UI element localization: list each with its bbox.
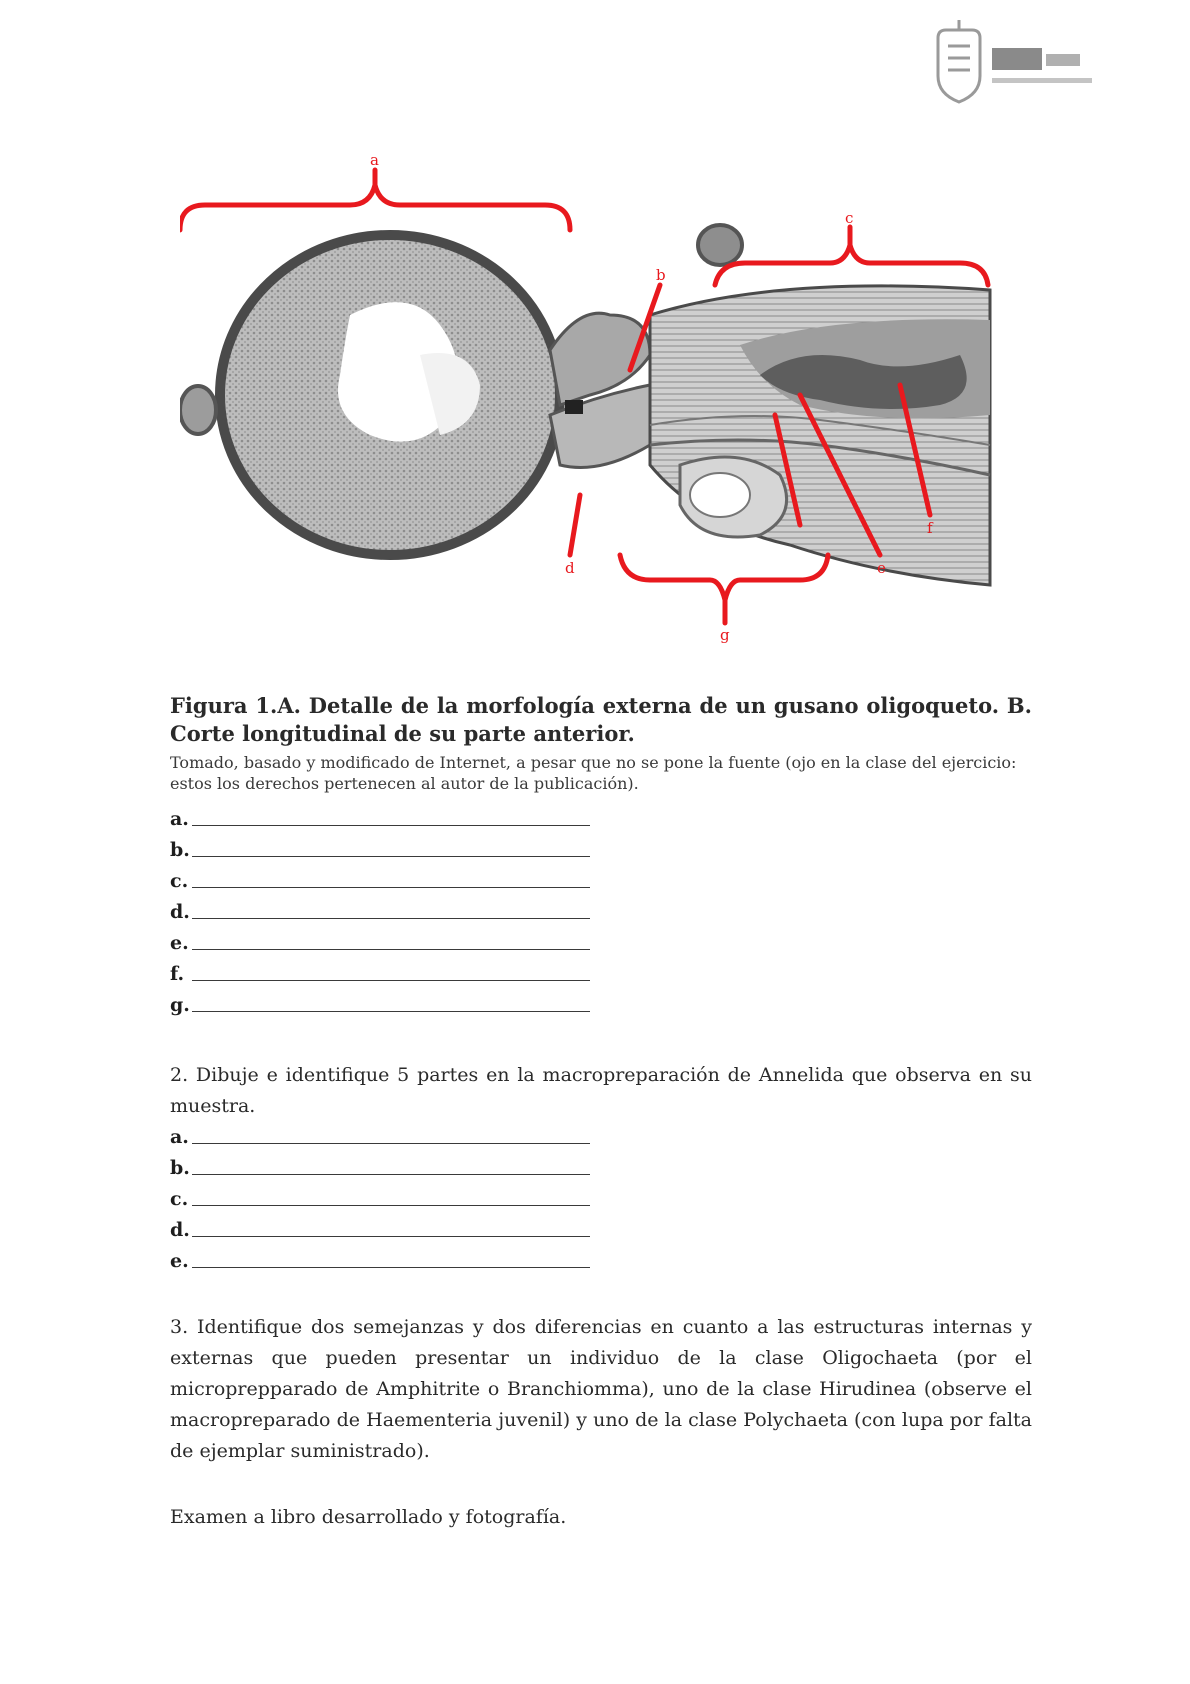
answer-row[interactable] [170, 1118, 590, 1149]
answer-row[interactable] [170, 1211, 590, 1242]
answer-line[interactable] [192, 1204, 590, 1206]
answer-line[interactable] [192, 1142, 590, 1144]
answer-row[interactable] [170, 862, 590, 893]
answer-line[interactable] [192, 886, 590, 888]
answer-line[interactable] [192, 979, 590, 981]
answer-row[interactable] [170, 986, 590, 1017]
answer-line[interactable] [192, 948, 590, 950]
figure-caption [170, 692, 1032, 794]
row-letter: d. [170, 901, 190, 923]
caption-title: Figura 1.A. Detalle de la morfología externa de un gusano oligoqueto. B. Corte longitudinal de su parte anterior. [170, 693, 1032, 746]
footer-note: Examen a libro desarrollado y fotografía. [170, 1506, 567, 1528]
row-letter: g. [170, 994, 190, 1016]
row-letter: b. [170, 1157, 190, 1179]
answer-row[interactable] [170, 1242, 590, 1273]
university-logo [920, 18, 1120, 108]
row-letter: e. [170, 932, 189, 954]
prostomium-sphere [180, 235, 560, 555]
answer-row[interactable] [170, 1149, 590, 1180]
answer-line[interactable] [192, 1010, 590, 1012]
label-d: d [565, 559, 575, 577]
exercise2-prompt: 2. Dibuje e identifique 5 partes en la macropreparación de Annelida que observa en su muestra. [170, 1064, 1032, 1117]
caption-instructions: Tomado, basado y modificado de Internet, a pesar que no se pone la fuente (ojo en la clase del ejercicio: estos los derechos pertenecen al autor de la publicación). [170, 753, 1017, 793]
answer-line[interactable] [192, 1235, 590, 1237]
answer-line[interactable] [192, 855, 590, 857]
row-letter: c. [170, 1188, 189, 1210]
label-a: a [370, 151, 379, 169]
row-letter: a. [170, 808, 189, 830]
row-letter: f. [170, 963, 185, 985]
label-g: g [720, 626, 730, 644]
label-c: c [845, 209, 854, 227]
answer-line[interactable] [192, 824, 590, 826]
answer-row[interactable] [170, 1180, 590, 1211]
exercise3-prompt: 3. Identifique dos semejanzas y dos diferencias en cuanto a las estructuras internas y externas que pueden presentar un individuo de la clase Oligochaeta (por el microprepparado de Amphitrite o Branchiomma), uno de la clase Hirudinea (observe el macropreparado de Haementeria juvenil) y uno de la clase Polychaeta (con lupa por falta de ejemplar suministrado). [170, 1316, 1032, 1462]
row-letter: b. [170, 839, 190, 861]
annelid-anatomy-figure [180, 145, 1080, 695]
answer-row[interactable] [170, 800, 590, 831]
answer-line[interactable] [192, 1266, 590, 1268]
label-e: e [877, 559, 886, 577]
answer-line[interactable] [192, 1173, 590, 1175]
answer-line[interactable] [192, 917, 590, 919]
exercise1-answer-blanks [170, 800, 590, 1017]
answer-row[interactable] [170, 924, 590, 955]
answer-row[interactable] [170, 955, 590, 986]
exercise2-answer-blanks [170, 1118, 590, 1273]
row-letter: a. [170, 1126, 189, 1148]
row-letter: d. [170, 1219, 190, 1241]
row-letter: c. [170, 870, 189, 892]
row-letter: e. [170, 1250, 189, 1272]
label-b: b [656, 266, 666, 284]
answer-row[interactable] [170, 831, 590, 862]
label-f: f [927, 519, 933, 537]
answer-row[interactable] [170, 893, 590, 924]
